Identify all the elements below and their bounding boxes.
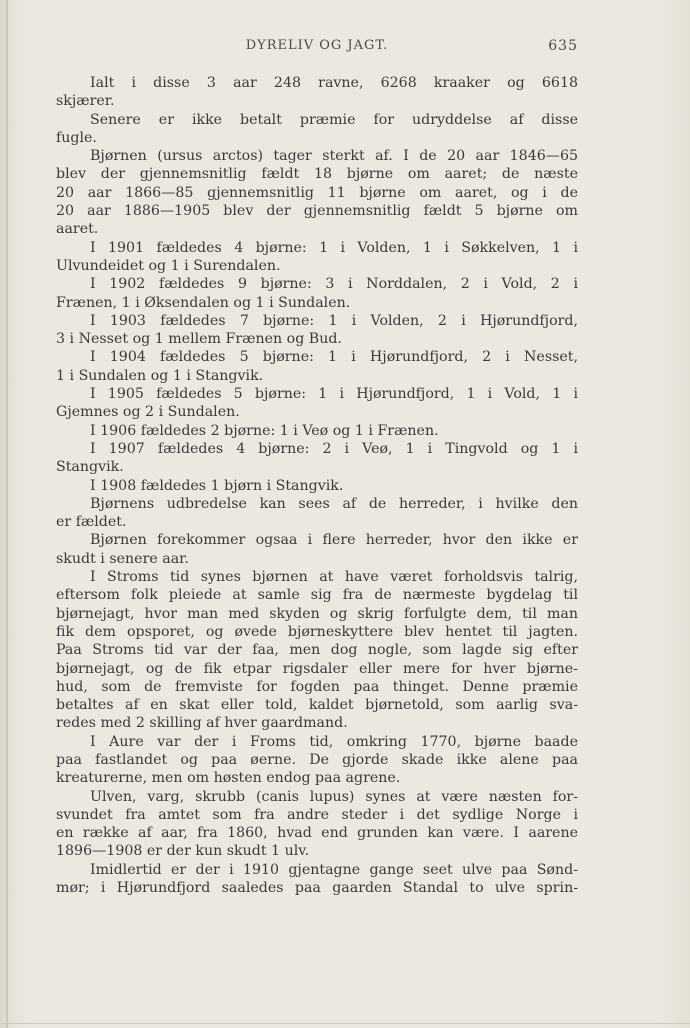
text-line: paa fastlandet og paa øerne. De gjorde skade ikke alene paa [56, 751, 578, 768]
text-line: Ialt i disse 3 aar 248 ravne, 6268 kraaker og 6618 [90, 75, 578, 91]
text-line: I 1904 fældedes 5 bjørne: 1 i Hjørundfjord, 2 i Nesset, [90, 349, 578, 366]
text-line: 1 i Sundalen og 1 i Stangvik. [56, 367, 264, 384]
text-line: 20 aar 1866—85 gjennemsnitlig 11 bjørne om aaret, og i de [56, 184, 578, 201]
text-line: hud, som de fremviste for fogden paa thinget. Denne præmie [56, 678, 578, 695]
text-line: Ulvundeidet og 1 i Surendalen. [56, 257, 281, 274]
text-line: I Stroms tid synes bjørnen at have været forholdsvis talrig, [90, 569, 578, 586]
text-line: en række af aar, fra 1860, hvad end grunden kan være. I aarene [56, 825, 578, 842]
text-line: I 1906 fældedes 2 bjørne: 1 i Veø og 1 i Frænen. [90, 422, 439, 439]
body-text [56, 74, 578, 897]
text-line: I 1901 fældedes 4 bjørne: 1 i Volden, 1 i Søkkelven, 1 i [90, 239, 578, 256]
text-line: I 1905 fældedes 5 bjørne: 1 i Hjørundfjord, 1 i Vold, 1 i [90, 386, 578, 403]
text-line: Gjemnes og 2 i Sundalen. [56, 404, 240, 421]
text-line: I 1907 fældedes 4 bjørne: 2 i Veø, 1 i Tingvold og 1 i [90, 440, 578, 457]
text-line: bjørnejagt, og de fik etpar rigsdaler eller mere for hver bjørne- [56, 660, 578, 677]
text-line: skjærer. [56, 93, 115, 110]
page-edge [6, 0, 8, 1028]
text-line: Senere er ikke betalt præmie for udryddelse af disse [90, 111, 578, 128]
text-line: bjørnejagt, hvor man med skyden og skrig forfulgte dem, til man [56, 605, 578, 622]
text-line: mør; i Hjørundfjord saaledes paa gaarden Standal to ulve sprin- [56, 880, 578, 897]
text-line: 20 aar 1886—1905 blev der gjennemsnitlig fældt 5 bjørne om [56, 203, 578, 220]
text-line: Frænen, 1 i Øksendalen og 1 i Sundalen. [56, 294, 351, 311]
text-line: betaltes af en skat eller told, kaldet bjørnetold, som aarlig sva- [56, 697, 578, 714]
text-line: Stangvik. [56, 459, 124, 476]
text-line: fik dem opsporet, og øvede bjørneskyttere blev hentet til jagten. [56, 623, 578, 640]
text-line: I 1903 fældedes 7 bjørne: 1 i Volden, 2 i Hjørundfjord, [90, 312, 578, 329]
bottom-rule [0, 1023, 690, 1024]
text-line: I 1908 fældedes 1 bjørn i Stangvik. [90, 477, 344, 494]
text-line: Paa Stroms tid var der faa, men dog nogle, som lagde sig efter [56, 642, 578, 659]
text-line: aaret. [56, 221, 99, 238]
text-line: eftersom folk pleiede at samle sig fra de nærmeste bygdelag til [56, 587, 578, 604]
text-line: redes med 2 skilling af hver gaardmand. [56, 715, 348, 732]
text-line: Ulven, varg, skrubb (canis lupus) synes at være næsten for- [90, 788, 578, 805]
text-line: Bjørnens udbredelse kan sees af de herreder, i hvilke den [90, 495, 578, 512]
header-title: DYRELIV OG JAGT. [245, 38, 389, 53]
text-line: Imidlertid er der i 1910 gjentagne gange seet ulve paa Sønd- [90, 861, 578, 878]
text-line: svundet fra amtet som fra andre steder i det sydlige Norge i [56, 806, 578, 823]
text-line: 1896—1908 er der kun skudt 1 ulv. [56, 843, 310, 860]
text-line: Bjørnen forekommer ogsaa i flere herreder, hvor den ikke er [90, 532, 578, 549]
text-line: skudt i senere aar. [56, 550, 189, 567]
text-line: I Aure var der i Froms tid, omkring 1770, bjørne baade [90, 733, 578, 750]
text-line: I 1902 fældedes 9 bjørne: 3 i Norddalen, 2 i Vold, 2 i [90, 276, 578, 293]
text-line: blev der gjennemsnitlig fældt 18 bjørne om aaret; de næste [56, 166, 578, 183]
running-header [56, 38, 578, 58]
text-line: kreaturerne, men om høsten endog paa agrene. [56, 770, 401, 787]
page-number: 635 [548, 38, 578, 54]
text-line: er fældet. [56, 514, 127, 531]
text-line: 3 i Nesset og 1 mellem Frænen og Bud. [56, 331, 342, 348]
text-line: fugle. [56, 129, 97, 146]
text-line: Bjørnen (ursus arctos) tager sterkt af. I de 20 aar 1846—65 [90, 148, 578, 165]
